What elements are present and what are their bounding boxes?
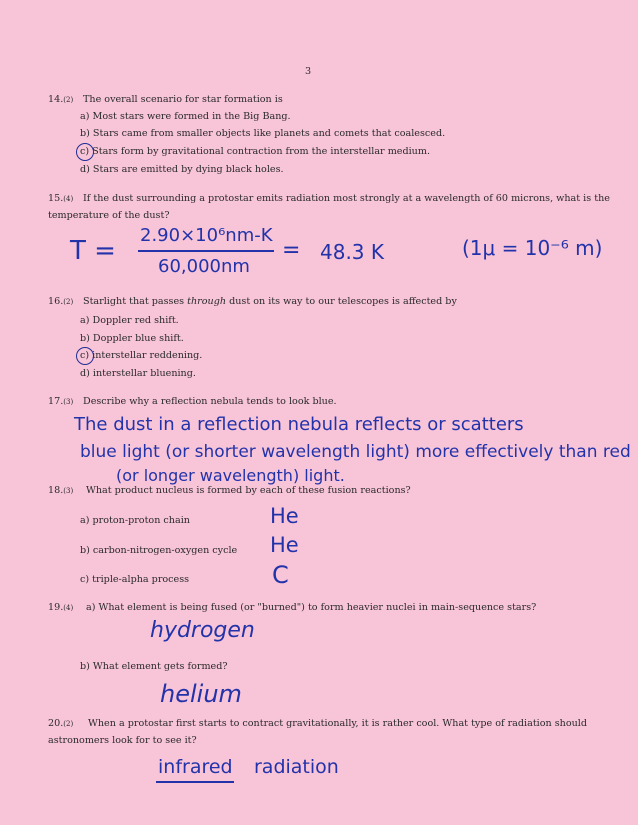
item-a-label: a) proton-proton chain — [80, 515, 190, 526]
part-a-answer: hydrogen — [150, 618, 255, 643]
question-number: 20. — [48, 718, 64, 729]
page-number: 3 — [305, 66, 312, 77]
selected-answer-circle — [76, 347, 94, 365]
emphasis-through: through — [187, 296, 227, 307]
part-b-answer: helium — [160, 680, 242, 708]
answer-word-2: radiation — [254, 756, 339, 778]
question-points: (2) — [63, 720, 74, 728]
option-a: a) Doppler red shift. — [80, 315, 179, 326]
question-points: (3) — [63, 398, 74, 406]
handwritten-answer-line-3: (or longer wavelength) light. — [116, 466, 345, 485]
question-prompt: Starlight that passes through dust on its way to our telescopes is affected by — [83, 296, 457, 307]
question-points: (2) — [63, 96, 74, 104]
question-number: 15. — [48, 193, 64, 204]
question-number: 17. — [48, 396, 64, 407]
option-d: d) Stars are emitted by dying black holes. — [80, 164, 284, 175]
question-prompt-line-2: astronomers look for to see it? — [48, 735, 197, 746]
question-prompt: The overall scenario for star formation is — [83, 94, 283, 105]
unit-note: (1μ = 10⁻⁶ m) — [462, 236, 603, 260]
selected-answer-circle — [76, 143, 94, 161]
part-a-prompt: a) What element is being fused (or "burned") to form heavier nuclei in main-sequence stars? — [86, 602, 537, 613]
answer-underline — [156, 781, 234, 783]
question-number: 16. — [48, 296, 64, 307]
question-points: (2) — [63, 298, 74, 306]
option-b: b) Stars came from smaller objects like planets and comets that coalesced. — [80, 128, 446, 139]
question-prompt-line-1: If the dust surrounding a protostar emits radiation most strongly at a wavelength of 60 microns, what is the — [83, 193, 610, 204]
option-c: c) Stars form by gravitational contraction from the interstellar medium. — [80, 146, 431, 157]
question-number: 18. — [48, 485, 64, 496]
item-b-label: b) carbon-nitrogen-oxygen cycle — [80, 545, 238, 556]
formula-lhs: T = — [70, 236, 116, 266]
item-c-label: c) triple-alpha process — [80, 574, 190, 585]
question-points: (4) — [63, 195, 74, 203]
question-number: 14. — [48, 94, 64, 105]
question-points: (3) — [63, 487, 74, 495]
handwritten-answer-line-2: blue light (or shorter wavelength light) more effectively than red — [80, 442, 631, 462]
question-points: (4) — [63, 604, 74, 612]
question-prompt-line-1: When a protostar first starts to contract gravitationally, it is rather cool. What type of radiation should — [88, 718, 588, 729]
item-b-answer: He — [270, 533, 299, 557]
option-d: d) interstellar bluening. — [80, 368, 196, 379]
handwritten-answer-line-1: The dust in a reflection nebula reflects or scatters — [74, 414, 524, 435]
part-b-prompt: b) What element gets formed? — [80, 661, 228, 672]
question-prompt: Describe why a reflection nebula tends to look blue. — [83, 396, 337, 407]
item-a-answer: He — [270, 504, 299, 528]
question-number: 19. — [48, 602, 64, 613]
formula-numerator: 2.90×10⁶nm-K — [140, 225, 273, 246]
question-prompt: What product nucleus is formed by each of these fusion reactions? — [86, 485, 411, 496]
answer-word-1: infrared — [158, 756, 233, 778]
formula-denominator: 60,000nm — [158, 256, 250, 277]
item-c-answer: C — [272, 561, 289, 589]
option-a: a) Most stars were formed in the Big Bang. — [80, 111, 291, 122]
option-b: b) Doppler blue shift. — [80, 333, 184, 344]
fraction-bar — [138, 250, 274, 252]
question-prompt-line-2: temperature of the dust? — [48, 210, 170, 221]
formula-equals: = — [282, 238, 301, 263]
option-c: c) interstellar reddening. — [80, 350, 203, 361]
formula-result: 48.3 K — [320, 240, 385, 264]
